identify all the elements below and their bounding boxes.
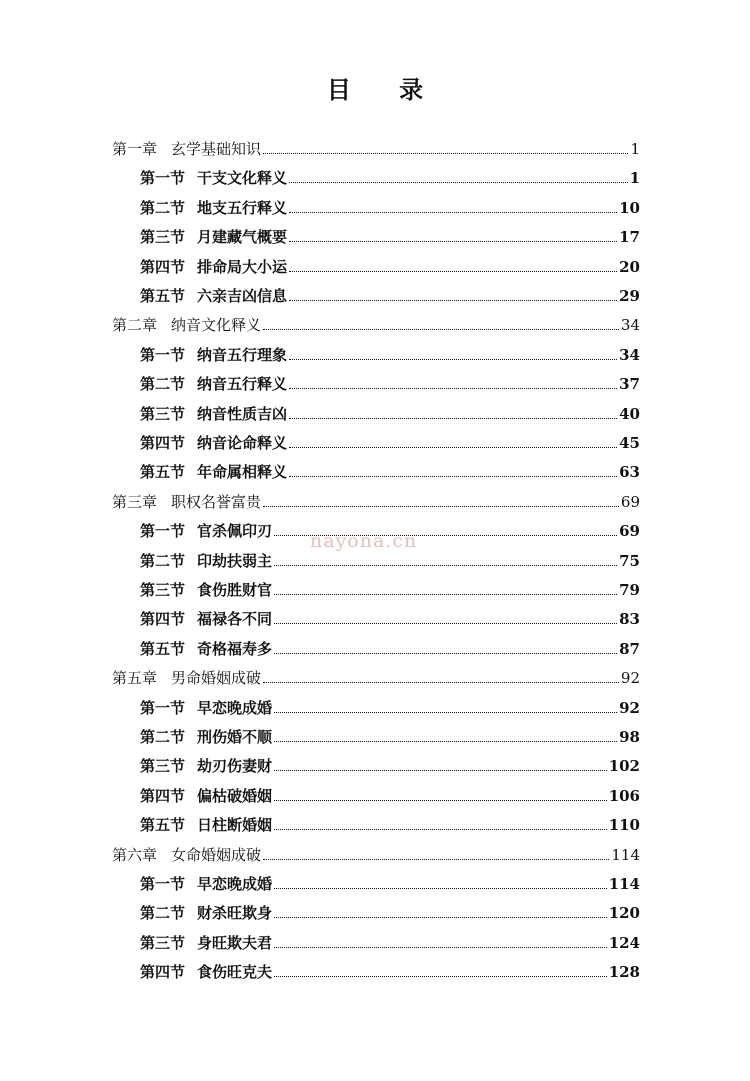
toc-entry-page: 29: [619, 287, 640, 305]
dot-leader: [289, 387, 617, 389]
toc-entry-title: 干支文化释义: [197, 169, 288, 188]
toc-section-row: [140, 806, 640, 834]
toc-entry-number: 第二节: [140, 728, 186, 746]
toc-section-row: [140, 365, 640, 393]
toc-entry-page: 37: [619, 375, 640, 394]
toc-entry-page: 110: [608, 816, 640, 835]
toc-entry-page: 87: [619, 639, 640, 658]
toc-entry-title: 食伤胜财官: [197, 581, 273, 599]
toc-entry-number: 第一节: [140, 169, 186, 188]
toc-entry-title: 财杀旺欺身: [197, 904, 273, 923]
dot-leader: [274, 593, 617, 595]
toc-section-row: [140, 336, 640, 364]
toc-entry-title: 月建藏气概要: [197, 228, 288, 247]
toc-entry-title: 日柱断婚姻: [197, 816, 273, 835]
dot-leader: [274, 769, 607, 771]
toc-entry-title: 刑伤婚不顺: [197, 728, 273, 746]
toc-entry-number: 第二节: [140, 375, 186, 394]
toc-entry-number: 第一节: [140, 345, 186, 364]
toc-entry-page: 79: [619, 581, 640, 599]
toc-entry-number: 第三节: [140, 581, 186, 599]
dot-leader: [263, 152, 628, 154]
toc-entry-page: 102: [608, 757, 640, 776]
dot-leader: [274, 916, 607, 918]
toc-section-row: [140, 395, 640, 423]
toc-entry-number: 第一节: [140, 522, 186, 541]
toc-section-row: [140, 777, 640, 805]
dot-leader: [274, 975, 607, 977]
toc-section-row: [140, 953, 640, 981]
toc-entry-title: 年命属相释义: [197, 463, 288, 482]
toc-section-row: [140, 865, 640, 893]
toc-chapter-row: [112, 306, 640, 334]
toc-section-row: [140, 924, 640, 952]
toc-section-row: [140, 747, 640, 775]
toc-section-row: [140, 453, 640, 481]
toc-section-row: [140, 189, 640, 217]
toc-entry-page: 120: [608, 904, 640, 923]
toc-entry-number: 第三章: [112, 492, 158, 511]
toc-entry-page: 92: [619, 698, 640, 717]
dot-leader: [274, 711, 617, 713]
dot-leader: [274, 622, 617, 624]
toc-entry-number: 第四节: [140, 786, 186, 805]
toc-entry-number: 第一节: [140, 875, 186, 893]
dot-leader: [274, 828, 607, 830]
toc-entry-page: 92: [620, 669, 640, 688]
dot-leader: [274, 799, 607, 801]
toc-entry-title: 纳音五行释义: [197, 375, 288, 394]
toc-section-row: [140, 571, 640, 599]
toc-chapter-row: [112, 130, 640, 158]
toc-entry-title: 身旺欺夫君: [197, 933, 273, 952]
toc-entry-number: 第五节: [140, 287, 186, 305]
toc-entry-number: 第五章: [112, 669, 158, 688]
toc-chapter-row: [112, 836, 640, 864]
toc-entry-page: 63: [619, 463, 640, 482]
toc-entry-number: 第三节: [140, 933, 186, 952]
dot-leader: [274, 564, 617, 566]
toc-chapter-row: [112, 659, 640, 687]
toc-entry-title: 纳音五行理象: [197, 345, 288, 364]
dot-leader: [263, 858, 609, 860]
toc-entry-title: 女命婚姻成破: [171, 845, 262, 864]
toc-entry-page: 114: [608, 875, 640, 893]
toc-entry-number: 第五节: [140, 463, 186, 482]
toc-entry-title: 奇格福寿多: [197, 639, 273, 658]
dot-leader: [263, 328, 619, 330]
toc-entry-number: 第六章: [112, 845, 158, 864]
toc-section-row: [140, 159, 640, 187]
toc-entry-number: 第五节: [140, 816, 186, 835]
watermark: nayona.cn: [310, 530, 418, 552]
toc-entry-title: 福禄各不同: [197, 610, 273, 629]
dot-leader: [263, 681, 619, 683]
toc-entry-title: 玄学基础知识: [171, 140, 262, 158]
toc-entry-page: 75: [619, 551, 640, 570]
toc-entry-title: 男命婚姻成破: [171, 669, 262, 688]
toc-entry-number: 第二章: [112, 316, 158, 335]
toc-entry-page: 17: [619, 228, 640, 247]
toc-entry-page: 34: [620, 316, 640, 335]
toc-entry-number: 第四节: [140, 257, 186, 276]
dot-leader: [289, 417, 617, 419]
toc-entry-page: 40: [619, 404, 640, 423]
toc-entry-title: 排命局大小运: [197, 257, 288, 276]
toc-section-row: [140, 630, 640, 658]
toc-entry-page: 69: [620, 492, 640, 511]
toc-entry-page: 10: [619, 198, 640, 217]
toc-entry-page: 124: [608, 933, 640, 952]
toc-entry-number: 第二节: [140, 551, 186, 570]
toc-entry-number: 第三节: [140, 404, 186, 423]
toc-entry-number: 第四节: [140, 963, 186, 982]
toc-entry-number: 第一节: [140, 698, 186, 717]
toc-entry-title: 地支五行释义: [197, 198, 288, 217]
toc-entry-title: 官杀佩印刃: [197, 522, 273, 541]
dot-leader: [289, 270, 617, 272]
toc-entry-page: 114: [611, 845, 640, 864]
toc-entry-page: 98: [619, 728, 640, 746]
title-char-2: 录: [399, 75, 424, 104]
dot-leader: [289, 181, 628, 183]
toc-entry-number: 第五节: [140, 639, 186, 658]
toc-entry-page: 106: [608, 786, 640, 805]
toc-entry-number: 第三节: [140, 757, 186, 776]
toc-entry-title: 印劫扶弱主: [197, 551, 273, 570]
dot-leader: [274, 740, 617, 742]
toc-section-row: [140, 424, 640, 452]
toc-section-row: [140, 248, 640, 276]
dot-leader: [289, 475, 617, 477]
dot-leader: [289, 211, 617, 213]
toc-section-row: [140, 600, 640, 628]
toc-entry-page: 69: [619, 522, 640, 541]
toc-entry-number: 第一章: [112, 140, 158, 158]
toc-entry-page: 34: [619, 345, 640, 364]
dot-leader: [263, 505, 619, 507]
toc-entry-title: 食伤旺克夫: [197, 963, 273, 982]
toc-entry-title: 偏枯破婚姻: [197, 786, 273, 805]
toc-chapter-row: [112, 483, 640, 511]
toc-entry-title: 纳音论命释义: [197, 434, 288, 452]
dot-leader: [274, 887, 607, 889]
dot-leader: [289, 240, 617, 242]
toc-entry-page: 83: [619, 610, 640, 629]
toc-section-row: [140, 689, 640, 717]
toc-entry-title: 早恋晚成婚: [197, 875, 273, 893]
toc-entry-page: 128: [608, 963, 640, 982]
title-char-1: 目: [326, 75, 351, 104]
toc-entry-title: 纳音性质吉凶: [197, 404, 288, 423]
page-title: [0, 70, 750, 105]
toc-section-row: [140, 277, 640, 305]
toc-entry-title: 早恋晚成婚: [197, 698, 273, 717]
toc-entry-number: 第二节: [140, 198, 186, 217]
toc-entry-page: 45: [619, 434, 640, 452]
dot-leader: [289, 446, 617, 448]
toc-entry-title: 纳音文化释义: [171, 316, 262, 335]
toc-section-row: [140, 894, 640, 922]
toc-section-row: [140, 718, 640, 746]
dot-leader: [289, 299, 617, 301]
toc-entry-page: 1: [630, 140, 640, 158]
toc-entry-page: 1: [629, 169, 640, 188]
toc-entry-number: 第三节: [140, 228, 186, 247]
toc-entry-page: 20: [619, 257, 640, 276]
toc-entry-number: 第四节: [140, 434, 186, 452]
dot-leader: [274, 946, 607, 948]
toc-entry-number: 第二节: [140, 904, 186, 923]
toc-entry-title: 六亲吉凶信息: [197, 287, 288, 305]
toc-entry-number: 第四节: [140, 610, 186, 629]
toc-entry-title: 劫刃伤妻财: [197, 757, 273, 776]
toc-entry-title: 职权名誉富贵: [171, 492, 262, 511]
dot-leader: [289, 358, 617, 360]
toc-section-row: [140, 218, 640, 246]
dot-leader: [274, 652, 617, 654]
